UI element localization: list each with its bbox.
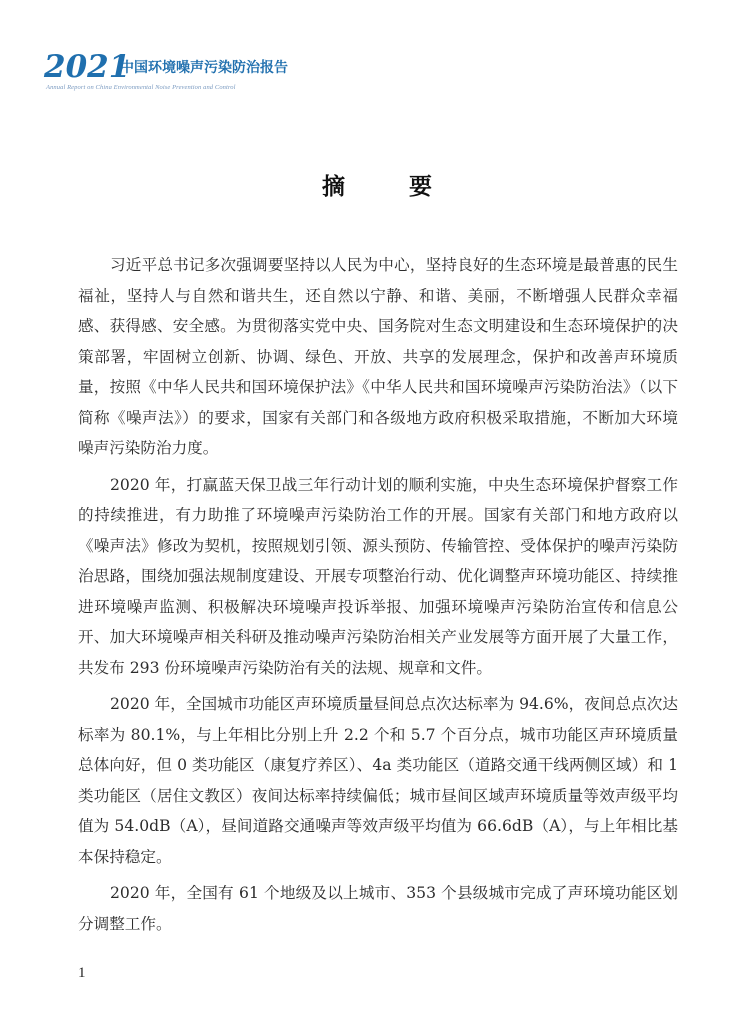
paragraph: 习近平总书记多次强调要坚持以人民为中心，坚持良好的生态环境是最普惠的民生福祉，坚持人与自然和谐共生，还自然以宁静、和谐、美丽，不断增强人民群众幸福感、获得感、安全感。为贯彻落实党中央、国务院对生态文明建设和生态环境保护的决策部署，牢固树立创新、协调、绿色、开放、共享的发展理念，保护和改善声环境质量，按照《中华人民共和国环境保护法》《中华人民共和国环境噪声污染防治法》（以下简称《噪声法》）的要求，国家有关部门和各级地方政府积极采取措施，不断加大环境噪声污染防治力度。: [78, 256, 678, 457]
report-year: 2021: [44, 49, 131, 85]
page-heading: 摘 要: [321, 174, 460, 200]
paragraph: 2020 年，全国城市功能区声环境质量昼间总点次达标率为 94.6%，夜间总点次达标率为 80.1%，与上年相比分别上升 2.2 个和 5.7 个百分点，城市功能区声环境质量总体向好，但 0 类功能区（康复疗养区）、4a 类功能区（道路交通干线两侧区域）和 1 类功能区（居住文教区）夜间达标率持续偏低；城市昼间区域声环境质量等效声级平均值为 54.0dB（A），昼间道路交通噪声等效声级平均值为 66.6dB（A），与上年相比基本保持稳定。: [78, 695, 678, 866]
paragraph: 2020 年，打赢蓝天保卫战三年行动计划的顺利实施，中央生态环境保护督察工作的持续推进，有力助推了环境噪声污染防治工作的开展。国家有关部门和地方政府以《噪声法》修改为契机，按照规划引领、源头预防、传输管控、受体保护的噪声污染防治思路，围绕加强法规制度建设、开展专项整治行动、优化调整声环境功能区、持续推进环境噪声监测、积极解决环境噪声投诉举报、加强环境噪声污染防治宣传和信息公开、加大环境噪声相关科研及推动噪声污染防治相关产业发展等方面开展了大量工作，共发布 293 份环境噪声污染防治有关的法规、规章和文件。: [78, 475, 678, 677]
abstract-body: [78, 250, 678, 945]
report-header: [44, 50, 464, 94]
page-number: 1: [78, 965, 86, 981]
report-subtitle: Annual Report on China Environmental Noise Prevention and Control: [46, 84, 236, 91]
report-title: 中国环境噪声污染防治报告: [120, 60, 288, 76]
paragraph: 2020 年，全国有 61 个地级及以上城市、353 个县级城市完成了声环境功能区划分调整工作。: [78, 884, 678, 933]
